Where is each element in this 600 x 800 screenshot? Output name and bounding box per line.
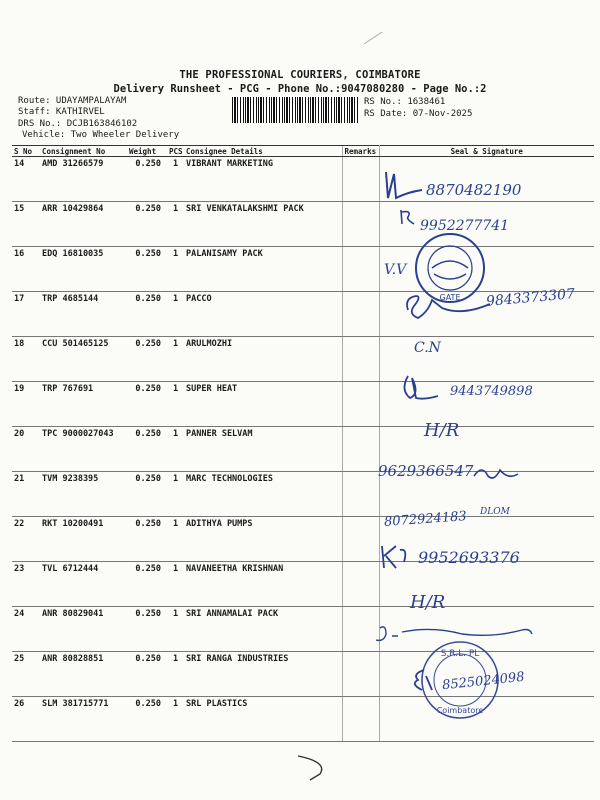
col-pcs: PCS [169, 146, 183, 156]
cell-sno: 19 [12, 382, 40, 427]
cell-consignment: EDQ 16810035 [40, 247, 127, 292]
handwriting-22b: DLOM [480, 507, 510, 517]
cell-consignee: PANNER SELVAM [184, 427, 342, 472]
cell-remarks [342, 382, 379, 427]
col-weight: Weight [127, 146, 167, 157]
cell-remarks [342, 427, 379, 472]
handwriting-18: C.N [414, 340, 441, 356]
cell-consignee: ARULMOZHI [184, 337, 342, 382]
cell-signature [379, 202, 594, 247]
runsheet-table [12, 145, 594, 742]
cell-consignment: TPC 9000027043 [40, 427, 127, 472]
table-row [12, 157, 594, 202]
cell-pcs: 1 [167, 202, 184, 247]
cell-signature [379, 247, 594, 292]
table-row [12, 382, 594, 427]
cell-pcs: 1 [167, 292, 184, 337]
cell-sno: 18 [12, 337, 40, 382]
cell-sno: 20 [12, 427, 40, 472]
runsheet-title: Delivery Runsheet - PCG - Phone No.:9047080280 - Page No.:2 [113, 83, 487, 95]
handwriting-20: H/R [424, 420, 460, 441]
cell-signature [379, 292, 594, 337]
handwriting-22: 8072924183 [383, 509, 468, 530]
rs-date: RS Date: 07-Nov-2025 [364, 109, 473, 119]
handwriting-16: V.V [384, 262, 407, 278]
cell-weight: 0.250 [127, 697, 167, 742]
table-row [12, 247, 594, 292]
handwriting-24: H/R [410, 592, 446, 613]
cell-sno: 25 [12, 652, 40, 697]
table-row [12, 697, 594, 742]
cell-consignee: SRL PLASTICS [184, 697, 342, 742]
cell-consignee: PACCO [184, 292, 342, 337]
cell-remarks [342, 652, 379, 697]
cell-consignment: ARR 10429864 [40, 202, 127, 247]
col-consignment: Consignment No [40, 146, 127, 157]
table-row [12, 517, 594, 562]
cell-signature [379, 427, 594, 472]
cell-consignee: NAVANEETHA KRISHNAN [184, 562, 342, 607]
cell-weight: 0.250 [127, 202, 167, 247]
rs-number: RS No.: 1638461 [364, 97, 446, 107]
cell-sno: 23 [12, 562, 40, 607]
cell-weight: 0.250 [127, 652, 167, 697]
drs-number: DRS No.: DCJB163846102 [18, 119, 138, 129]
cell-weight: 0.250 [127, 562, 167, 607]
col-remarks: Remarks [342, 146, 379, 157]
route-label: Route: UDAYAMPALAYAM [18, 96, 127, 106]
cell-sno: 26 [12, 697, 40, 742]
table-row [12, 472, 594, 517]
cell-pcs: 1 [167, 427, 184, 472]
bottom-mark [290, 752, 340, 784]
cell-consignment: TVM 9238395 [40, 472, 127, 517]
col-sno: S No [12, 146, 40, 157]
cell-consignment: TRP 4685144 [40, 292, 127, 337]
table-row [12, 652, 594, 697]
cell-signature [379, 607, 594, 652]
barcode [232, 97, 360, 123]
cell-pcs: 1 [167, 517, 184, 562]
cell-sno: 21 [12, 472, 40, 517]
company-name: THE PROFESSIONAL COURIERS, COIMBATORE [179, 69, 421, 81]
cell-consignment: TRP 767691 [40, 382, 127, 427]
cell-consignment: RKT 10200491 [40, 517, 127, 562]
stamp2b-text: Coimbatore [436, 706, 484, 715]
cell-signature [379, 517, 594, 562]
cell-signature [379, 652, 594, 697]
cell-signature [379, 157, 594, 202]
cell-pcs: 1 [167, 697, 184, 742]
cell-consignee: VIBRANT MARKETING [184, 157, 342, 202]
handwriting-15: 9952277741 [420, 218, 510, 234]
cell-consignee: MARC TECHNOLOGIES [184, 472, 342, 517]
cell-pcs: 1 [167, 337, 184, 382]
cell-sno: 16 [12, 247, 40, 292]
stamp2-text: S.R.L. PL [440, 649, 480, 659]
cell-weight: 0.250 [127, 382, 167, 427]
staff-label: Staff: KATHIRVEL [18, 107, 105, 117]
cell-sno: 14 [12, 157, 40, 202]
cell-pcs: 1 [167, 472, 184, 517]
vehicle-label: Vehicle: Two Wheeler Delivery [22, 130, 180, 140]
handwriting-19: 9443749898 [450, 384, 533, 399]
cell-weight: 0.250 [127, 517, 167, 562]
col-signature: Seal & Signature [379, 146, 594, 157]
cell-remarks [342, 292, 379, 337]
cell-consignment: TVL 6712444 [40, 562, 127, 607]
table-row [12, 607, 594, 652]
cell-remarks [342, 562, 379, 607]
handwriting-17: 9843373307 [485, 286, 576, 310]
cell-consignee: SRI RANGA INDUSTRIES [184, 652, 342, 697]
cell-remarks [342, 697, 379, 742]
cell-weight: 0.250 [127, 337, 167, 382]
cell-signature [379, 562, 594, 607]
cell-remarks [342, 607, 379, 652]
cell-weight: 0.250 [127, 607, 167, 652]
cell-sno: 15 [12, 202, 40, 247]
stamp1-text: GATE [439, 293, 461, 302]
cell-remarks [342, 517, 379, 562]
cell-consignment: AMD 31266579 [40, 157, 127, 202]
cell-weight: 0.250 [127, 427, 167, 472]
cell-pcs: 1 [167, 652, 184, 697]
cell-consignee: SUPER HEAT [184, 382, 342, 427]
cell-weight: 0.250 [127, 292, 167, 337]
cell-sno: 17 [12, 292, 40, 337]
cell-remarks [342, 202, 379, 247]
cell-consignment: SLM 381715771 [40, 697, 127, 742]
cell-pcs: 1 [167, 247, 184, 292]
cell-sno: 22 [12, 517, 40, 562]
cell-pcs: 1 [167, 562, 184, 607]
handwriting-26: 8525024098 [441, 669, 526, 694]
col-consignee: Consignee Details [184, 146, 342, 157]
cell-consignee: ADITHYA PUMPS [184, 517, 342, 562]
corner-mark [360, 26, 390, 50]
table-row [12, 562, 594, 607]
handwriting-14: 8870482190 [426, 181, 522, 199]
cell-signature [379, 337, 594, 382]
cell-consignment: ANR 80828851 [40, 652, 127, 697]
cell-consignee: SRI VENKATALAKSHMI PACK [184, 202, 342, 247]
handwriting-23: 9952693376 [418, 548, 520, 567]
table-row [12, 292, 594, 337]
cell-pcs: 1 [167, 382, 184, 427]
cell-remarks [342, 247, 379, 292]
cell-weight: 0.250 [127, 472, 167, 517]
table-row [12, 202, 594, 247]
cell-signature [379, 472, 594, 517]
table-row [12, 337, 594, 382]
table-row [12, 427, 594, 472]
cell-consignment: CCU 501465125 [40, 337, 127, 382]
cell-consignment: ANR 80829041 [40, 607, 127, 652]
cell-remarks [342, 472, 379, 517]
cell-weight: 0.250 [127, 247, 167, 292]
cell-pcs: 1 [167, 607, 184, 652]
cell-weight: 0.250 [127, 157, 167, 202]
cell-pcs: 1 [167, 157, 184, 202]
cell-remarks [342, 157, 379, 202]
cell-consignee: SRI ANNAMALAI PACK [184, 607, 342, 652]
cell-signature [379, 697, 594, 742]
cell-signature [379, 382, 594, 427]
handwriting-21: 9629366547 [378, 462, 474, 480]
table-header-row [12, 146, 594, 157]
cell-remarks [342, 337, 379, 382]
cell-consignee: PALANISAMY PACK [184, 247, 342, 292]
cell-sno: 24 [12, 607, 40, 652]
